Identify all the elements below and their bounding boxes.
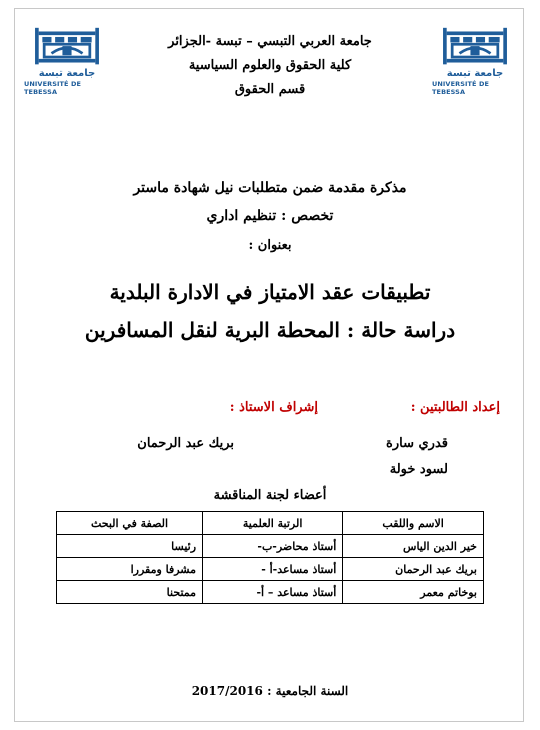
student-name-2: لسود خولة <box>389 462 448 477</box>
column-header-rank: الرتبة العلمية <box>203 512 343 535</box>
logo-caption-arabic: جامعة تبسة <box>446 68 504 79</box>
table-header-row <box>57 512 484 535</box>
member-rank: أستاذ محاضر-ب- <box>203 535 343 558</box>
page-frame <box>14 8 524 722</box>
supervisor-label: إشراف الاستاذ : <box>229 400 318 415</box>
degree-line: مذكرة مقدمة ضمن متطلبات نيل شهادة ماستر <box>133 180 407 196</box>
university-name: جامعة العربي التبسي – تبسة -الجزائر <box>168 34 372 49</box>
thesis-title: تطبيقات عقد الامتياز في الادارة البلدية <box>109 280 431 304</box>
table-row <box>57 581 484 604</box>
department-name: قسم الحقوق <box>234 82 306 97</box>
university-emblem-icon <box>440 26 510 68</box>
member-name: بوخاتم معمر <box>343 581 484 604</box>
students-label: إعداد الطالبتين : <box>410 400 500 415</box>
member-name: بريك عبد الرحمان <box>343 558 484 581</box>
member-role: مشرفا ومقررا <box>57 558 203 581</box>
student-name-1: قدري سارة <box>386 436 448 451</box>
column-header-name: الاسم واللقب <box>343 512 484 535</box>
university-emblem-icon <box>32 26 102 68</box>
academic-year: السنة الجامعية : 2017/2016 <box>191 684 349 698</box>
logo-caption-french: UNIVERSITÉ DE TEBESSA <box>24 80 81 96</box>
university-logo-left <box>24 26 110 96</box>
column-header-role: الصفة في البحث <box>57 512 203 535</box>
university-logo-right <box>432 26 518 96</box>
specialty-line: تخصص : تنظيم اداري <box>206 208 334 224</box>
case-study-title: دراسة حالة : المحطة البرية لنقل المسافرين <box>84 318 456 342</box>
member-role: رئيسا <box>57 535 203 558</box>
table-row <box>57 535 484 558</box>
supervisor-name: بريك عبد الرحمان <box>137 436 234 451</box>
faculty-name: كلية الحقوق والعلوم السياسية <box>188 58 352 73</box>
member-rank: أستاذ مساعد – أ- <box>203 581 343 604</box>
logo-caption-arabic: جامعة تبسة <box>38 68 96 79</box>
member-name: خير الدين الياس <box>343 535 484 558</box>
committee-table <box>56 511 484 604</box>
member-rank: أستاذ مساعد-أ - <box>203 558 343 581</box>
member-role: ممتحنا <box>57 581 203 604</box>
logo-caption-french: UNIVERSITÉ DE TEBESSA <box>432 80 489 96</box>
table-row <box>57 558 484 581</box>
title-label: بعنوان : <box>248 238 292 253</box>
committee-title: أعضاء لجنة المناقشة <box>213 488 327 503</box>
